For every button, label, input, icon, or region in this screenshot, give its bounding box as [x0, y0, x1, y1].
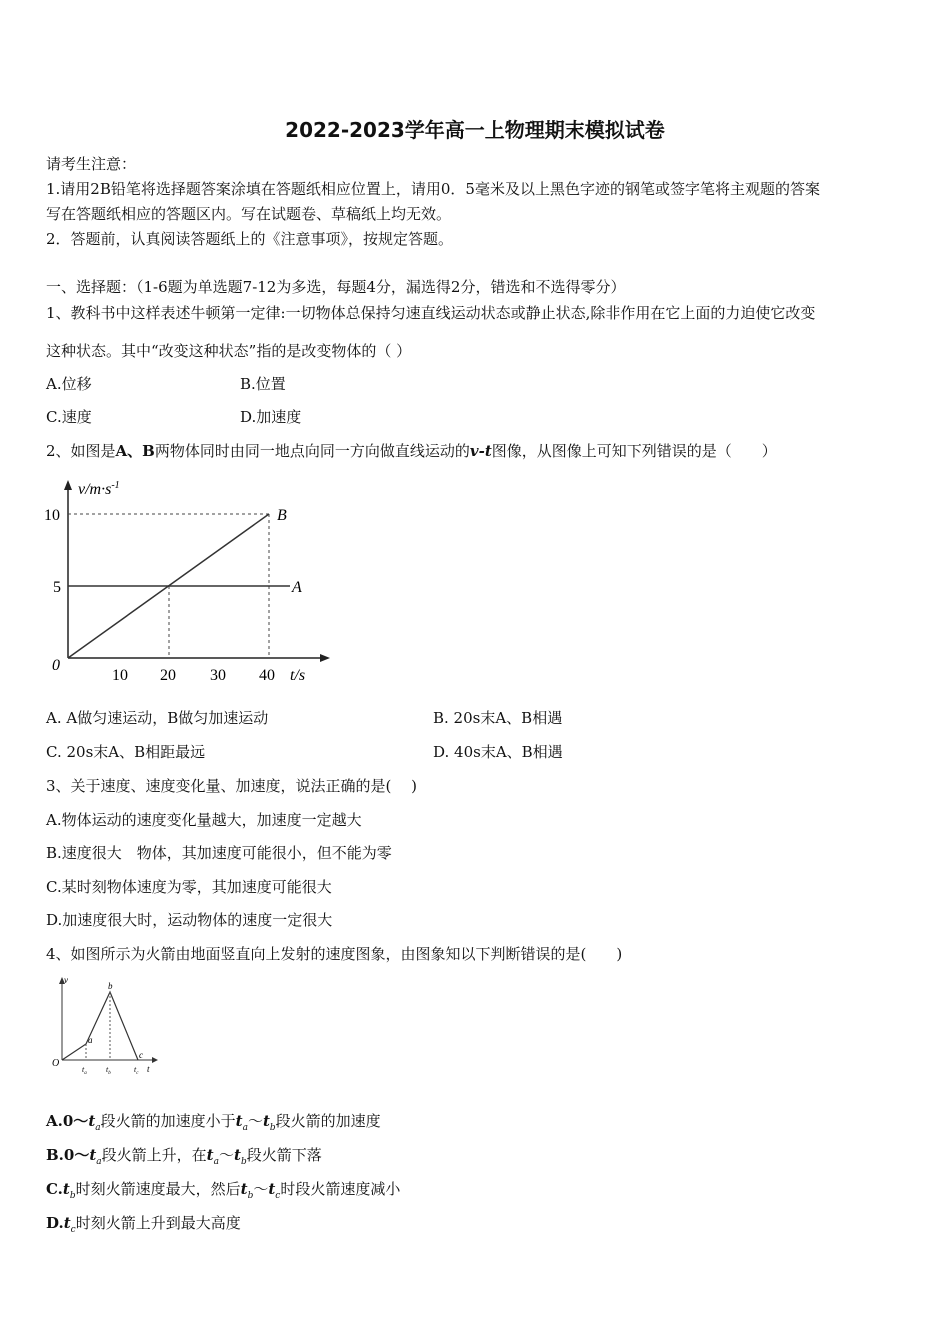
section-heading: 一、选择题：（1-6题为单选题7-12为多选，每题4分，漏选得2分，错选和不选得零分）: [46, 278, 626, 296]
q3-option-d: D.加速度很大时，运动物体的速度一定很大: [46, 911, 333, 929]
q4-b-part-3: ～: [218, 1146, 234, 1164]
q4-d-part-1: D.: [46, 1214, 64, 1232]
q4-b-part-1: B.0～: [46, 1146, 90, 1164]
q1-option-a: A.位移: [46, 375, 92, 393]
q4-tick-tc: $t_c$: [134, 1065, 139, 1076]
q1-option-b: B.位置: [240, 375, 286, 393]
q2-option-a: A. A做匀速运动，B做匀加速运动: [46, 709, 269, 727]
q4-c-sub-3: c: [275, 1191, 281, 1201]
q4-d-part-2: 时刻火箭上升到最大高度: [75, 1214, 241, 1232]
q4-a-sub-1: a: [95, 1123, 101, 1133]
notice-item-1-line-2: 写在答题纸相应的答题区内。写在试题卷、草稿纸上均无效。: [46, 205, 452, 223]
q4-option-a: [46, 1110, 381, 1133]
q4-a-t-3: t: [262, 1112, 270, 1130]
q4-tick-tb: $t_b$: [106, 1065, 111, 1076]
q2-option-d: D. 40s末A、B相遇: [433, 743, 563, 761]
q2-stem: [46, 440, 777, 461]
q4-tick-ta: $t_a$: [82, 1065, 87, 1076]
q2-x-axis-arrow: [320, 654, 330, 662]
q4-b-part-4: 段火箭下落: [246, 1146, 322, 1164]
q4-a-part-2: 段火箭的加速度小于: [100, 1112, 236, 1130]
q2-label-b: B: [277, 507, 287, 524]
q4-velocity-line: [62, 992, 138, 1060]
q4-c-t-2: t: [240, 1180, 248, 1198]
q4-vt-graph: [46, 972, 166, 1082]
q4-option-d: [46, 1212, 241, 1235]
q2-y-tick-10: 10: [44, 507, 60, 524]
q2-y-axis-label: $v/m\cdot s^{-1}$: [78, 480, 120, 498]
q4-c-t-1: t: [62, 1180, 70, 1198]
q4-option-b: [46, 1144, 322, 1167]
q4-a-part-3: ～: [247, 1112, 263, 1130]
q2-label-a: A: [292, 579, 302, 596]
q2-x-tick-30: 30: [210, 667, 226, 684]
q1-stem-line-1: 1、教科书中这样表述牛顿第一定律:一切物体总保持匀速直线运动状态或静止状态,除非作用在它上面的力迫使它改变: [46, 304, 816, 322]
q4-x-axis-arrow: [152, 1057, 158, 1063]
q4-origin: O: [52, 1058, 60, 1069]
q4-c-part-4: 时段火箭速度减小: [280, 1180, 401, 1198]
q2-stem-pre: 2、如图是: [46, 442, 116, 460]
q4-c-sub-1: b: [69, 1191, 76, 1201]
q4-b-part-2: 段火箭上升，在: [101, 1146, 207, 1164]
q1-stem-line-2: 这种状态。其中“改变这种状态”指的是改变物体的（ ）: [46, 342, 412, 360]
q4-c-part-1: C.: [46, 1180, 63, 1198]
q4-option-c: [46, 1178, 400, 1201]
q2-x-tick-40: 40: [259, 667, 275, 684]
q2-option-c: C. 20s末A、B相距最远: [46, 743, 206, 761]
q3-option-b: B.速度很大 物体，其加速度可能很小，但不能为零: [46, 844, 392, 862]
q2-vt-graph: [40, 472, 330, 692]
q2-stem-vt: v-t: [469, 442, 492, 460]
q4-y-axis-label: v: [64, 975, 68, 985]
q4-b-sub-1: a: [96, 1157, 102, 1167]
q3-option-a: A.物体运动的速度变化量越大，加速度一定越大: [46, 811, 362, 829]
q4-a-part-1: A.0～: [46, 1112, 89, 1130]
q1-option-d: D.加速度: [240, 408, 302, 426]
notice-item-2: 2．答题前，认真阅读答题纸上的《注意事项》，按规定答题。: [46, 230, 454, 248]
q4-b-t-1: t: [89, 1146, 97, 1164]
q4-a-t-2: t: [235, 1112, 243, 1130]
q4-c-sub-2: b: [247, 1191, 254, 1201]
q1-option-c: C.速度: [46, 408, 92, 426]
q4-c-t-3: t: [268, 1180, 276, 1198]
q4-b-sub-3: b: [240, 1157, 247, 1167]
q2-origin: 0: [52, 657, 60, 674]
q4-c-part-2: 时刻火箭速度最大，然后: [75, 1180, 241, 1198]
q3-stem: 3、关于速度、速度变化量、加速度，说法正确的是( ): [46, 777, 418, 795]
notice-item-1-line-1: 1.请用2B铅笔将选择题答案涂填在答题纸相应位置上，请用0．5毫米及以上黑色字迹的钢笔或签字笔将主观题的答案: [46, 180, 820, 198]
q4-a-t-1: t: [88, 1112, 96, 1130]
q4-x-axis-label: t: [147, 1064, 150, 1074]
q2-x-tick-10: 10: [112, 667, 128, 684]
q4-d-sub-1: c: [70, 1225, 76, 1235]
q3-option-c: C.某时刻物体速度为零，其加速度可能很大: [46, 878, 332, 896]
q2-option-b: B. 20s末A、B相遇: [433, 709, 563, 727]
q4-a-sub-3: b: [269, 1123, 276, 1133]
q2-x-axis-label: t/s: [290, 667, 306, 684]
q2-stem-mid: 两物体同时由同一地点向同一方向做直线运动的: [154, 442, 470, 460]
page-title: 2022-2023学年高一上物理期末模拟试卷: [285, 118, 665, 142]
q4-c-part-3: ～: [253, 1180, 269, 1198]
q4-stem: 4、如图所示为火箭由地面竖直向上发射的速度图象，由图象知以下判断错误的是( ): [46, 945, 623, 963]
q2-x-tick-20: 20: [160, 667, 176, 684]
notice-heading: 请考生注意：: [46, 155, 137, 173]
q4-b-t-3: t: [234, 1146, 241, 1164]
q2-stem-post: 图像，从图像上可知下列错误的是（ ）: [491, 442, 777, 460]
q2-y-tick-5: 5: [53, 579, 61, 596]
q4-b-t-2: t: [206, 1146, 214, 1164]
q4-point-a: a: [88, 1035, 93, 1045]
q4-b-sub-2: a: [213, 1157, 219, 1167]
q4-point-b: b: [108, 981, 113, 991]
q2-stem-ab: A、B: [115, 442, 155, 460]
q4-d-t-1: t: [63, 1214, 71, 1232]
q4-a-sub-2: a: [242, 1123, 248, 1133]
q4-a-part-4: 段火箭的加速度: [275, 1112, 381, 1130]
q2-y-axis-arrow: [64, 480, 72, 490]
q4-point-c: c: [139, 1050, 143, 1060]
